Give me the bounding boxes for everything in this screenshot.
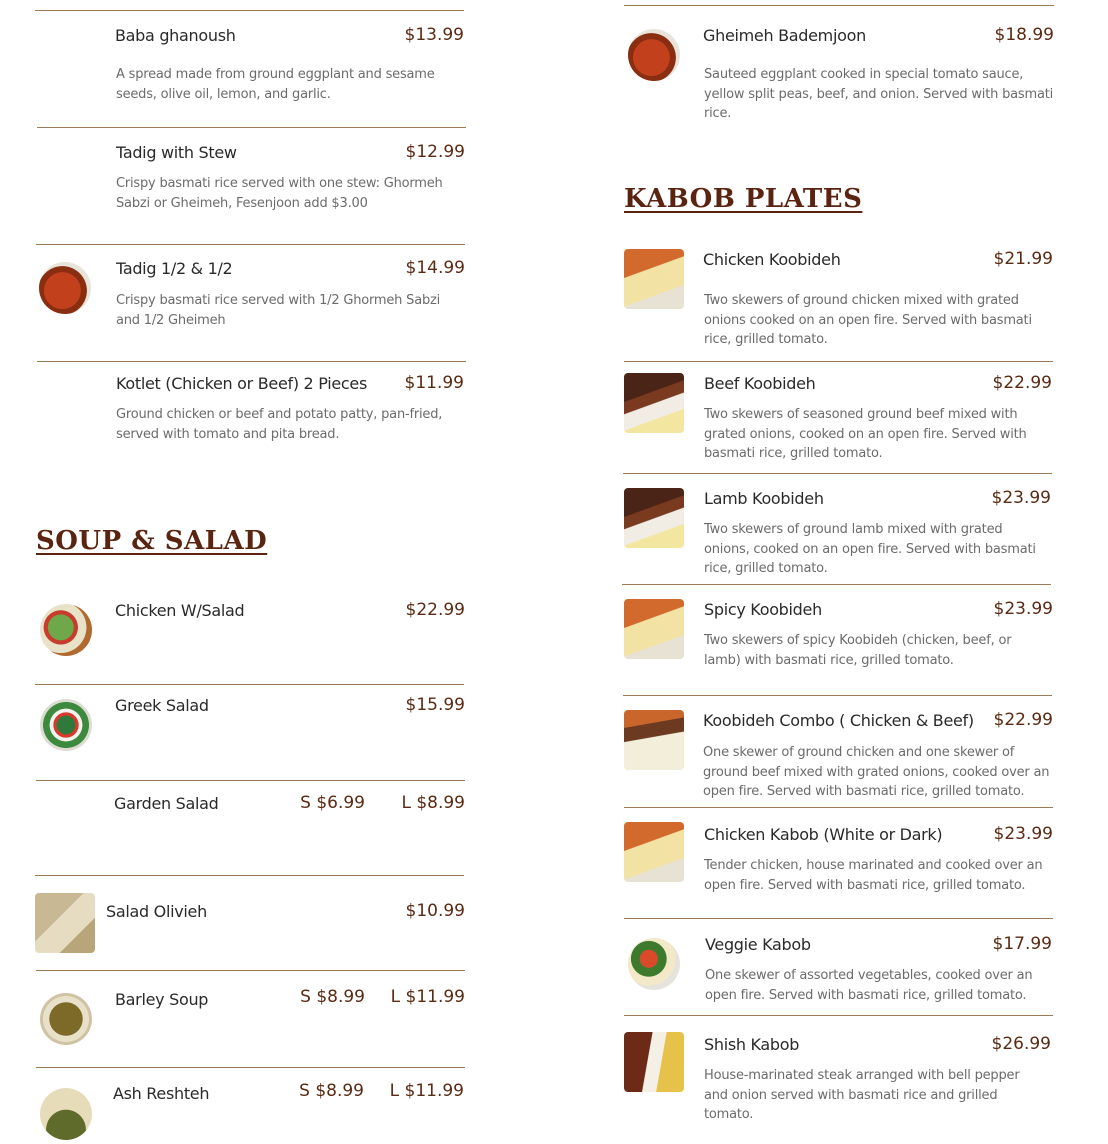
- item-name: Garden Salad: [114, 794, 219, 813]
- food-photo: [35, 258, 95, 318]
- item-description: Ground chicken or beef and potato patty, pan-fried, served with tomato and pita bread.: [116, 407, 443, 442]
- food-photo: [624, 934, 684, 994]
- item-description: Crispy basmati rice served with one stew: Ghormeh Sabzi or Gheimeh, Fesenjoon add $3.00: [116, 176, 443, 211]
- divider: [35, 875, 464, 876]
- item-price: $10.99: [405, 901, 465, 921]
- food-photo: [624, 25, 684, 85]
- divider: [623, 695, 1052, 696]
- item-name: Chicken Kabob (White or Dark): [704, 825, 943, 844]
- item-description: House-marinated steak arranged with bell pepper and onion served with basmati rice and grilled tomato.: [704, 1068, 1020, 1122]
- item-description: Two skewers of ground lamb mixed with grated onions, cooked on an open fire. Served with basmati rice, grilled tomato.: [704, 522, 1036, 576]
- item-price-large: L $8.99: [401, 793, 465, 813]
- item-price: $11.99: [404, 373, 464, 393]
- item-price: $18.99: [994, 25, 1054, 45]
- food-photo: [624, 822, 684, 882]
- item-name: Koobideh Combo ( Chicken & Beef): [703, 711, 974, 730]
- item-description: Two skewers of ground chicken mixed with grated onions cooked on an open fire. Served with basmati rice, grilled tomato.: [704, 293, 1032, 347]
- food-photo: [624, 373, 684, 433]
- divider: [36, 780, 465, 781]
- item-name: Ash Reshteh: [113, 1084, 210, 1103]
- food-photo: [36, 600, 96, 660]
- item-description: Two skewers of spicy Koobideh (chicken, beef, or lamb) with basmati rice, grilled tomato.: [704, 633, 1012, 668]
- divider: [36, 1067, 465, 1068]
- divider: [36, 244, 465, 245]
- divider: [37, 361, 466, 362]
- food-photo: [35, 893, 95, 953]
- divider: [36, 970, 465, 971]
- item-price: $13.99: [404, 25, 464, 45]
- item-price-small: S $6.99: [300, 793, 365, 813]
- item-name: Chicken W/Salad: [115, 601, 245, 620]
- item-name: Barley Soup: [115, 990, 209, 1009]
- item-description: One skewer of assorted vegetables, cooked over an open fire. Served with basmati rice, grilled tomato.: [705, 968, 1033, 1003]
- food-photo: [624, 710, 684, 770]
- item-name: Chicken Koobideh: [703, 250, 841, 269]
- item-name: Tadig 1/2 & 1/2: [116, 259, 233, 278]
- item-name: Shish Kabob: [704, 1035, 800, 1054]
- item-description: A spread made from ground eggplant and sesame seeds, olive oil, lemon, and garlic.: [116, 67, 435, 102]
- item-price: $15.99: [405, 695, 465, 715]
- section-title-kabob-plates: KABOB PLATES: [624, 184, 863, 214]
- item-price: $22.99: [993, 710, 1053, 730]
- item-price: $12.99: [405, 142, 465, 162]
- item-price: $17.99: [992, 934, 1052, 954]
- item-price: $21.99: [993, 249, 1053, 269]
- item-description: Tender chicken, house marinated and cooked over an open fire. Served with basmati rice, grilled tomato.: [704, 858, 1043, 893]
- food-photo: [624, 488, 684, 548]
- item-name: Tadig with Stew: [116, 143, 237, 162]
- item-name: Gheimeh Bademjoon: [703, 26, 866, 45]
- divider: [624, 807, 1053, 808]
- food-photo: [36, 695, 96, 755]
- item-description: Crispy basmati rice served with 1/2 Ghormeh Sabzi and 1/2 Gheimeh: [116, 293, 441, 328]
- divider: [622, 584, 1051, 585]
- divider: [624, 361, 1053, 362]
- item-name: Kotlet (Chicken or Beef) 2 Pieces: [116, 374, 367, 393]
- item-price: $23.99: [993, 824, 1053, 844]
- divider: [624, 5, 1054, 6]
- item-price-large: L $11.99: [390, 987, 465, 1007]
- item-price: $26.99: [991, 1034, 1051, 1054]
- divider: [624, 1015, 1053, 1016]
- divider: [37, 127, 466, 128]
- item-price-small: S $8.99: [299, 1081, 364, 1101]
- food-photo: [624, 599, 684, 659]
- item-price-small: S $8.99: [300, 987, 365, 1007]
- item-name: Lamb Koobideh: [704, 489, 824, 508]
- item-description: Two skewers of seasoned ground beef mixed with grated onions, cooked on an open fire. Served with basmati rice, grilled tomato.: [704, 407, 1027, 461]
- food-photo: [36, 989, 96, 1049]
- item-price: $14.99: [405, 258, 465, 278]
- item-price: $23.99: [991, 488, 1051, 508]
- item-name: Beef Koobideh: [704, 374, 816, 393]
- divider: [35, 10, 464, 11]
- item-price-large: L $11.99: [389, 1081, 464, 1101]
- item-price: $22.99: [405, 600, 465, 620]
- food-photo: [624, 1032, 684, 1092]
- item-name: Greek Salad: [115, 696, 209, 715]
- item-description: Sauteed eggplant cooked in special tomato sauce, yellow split peas, beef, and onion. Served with basmati rice.: [704, 67, 1054, 121]
- divider: [623, 473, 1052, 474]
- item-price: $22.99: [992, 373, 1052, 393]
- item-price: $23.99: [993, 599, 1053, 619]
- divider: [35, 684, 464, 685]
- food-photo: [36, 1084, 96, 1144]
- section-title-soup-salad: SOUP & SALAD: [36, 526, 268, 556]
- item-name: Baba ghanoush: [115, 26, 236, 45]
- item-name: Salad Olivieh: [106, 902, 207, 921]
- item-name: Spicy Koobideh: [704, 600, 822, 619]
- divider: [624, 918, 1053, 919]
- food-photo: [624, 249, 684, 309]
- item-description: One skewer of ground chicken and one skewer of ground beef mixed with grated onions, cooked over an open fire. Served with basmati rice, grilled tomato.: [703, 745, 1050, 799]
- item-name: Veggie Kabob: [705, 935, 811, 954]
